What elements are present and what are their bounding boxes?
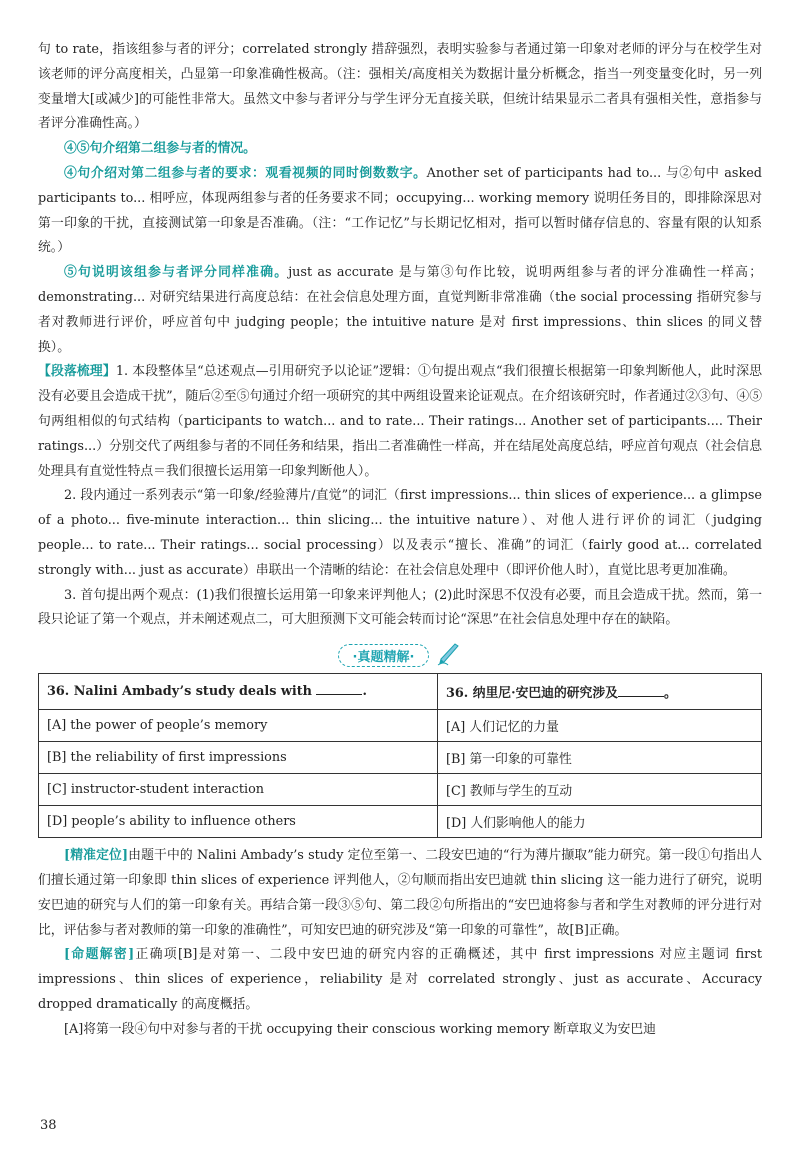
question-stem-row xyxy=(39,674,762,710)
page-number: 38 xyxy=(40,1118,57,1133)
option-row xyxy=(39,774,762,806)
summary-paragraph-1 xyxy=(38,360,762,484)
option-zh: [A] 人们记忆的力量 xyxy=(438,710,762,742)
question-stem-zh: 36. 纳里尼·安巴迪的研究涉及 。 xyxy=(438,674,762,710)
option-row xyxy=(39,806,762,838)
option-zh: [D] 人们影响他人的能力 xyxy=(438,806,762,838)
section-title-label: ·真题精解· xyxy=(338,644,430,667)
option-a-analysis: [A]将第一段④句中对参与者的干扰 occupying their conscious working memory 断章取义为安巴迪 xyxy=(64,1021,656,1037)
option-en: [C] instructor-student interaction xyxy=(39,774,438,806)
question-stem-en: 36. Nalini Ambady’s study deals with . xyxy=(39,674,438,710)
locate-body: 由题干中的 Nalini Ambady’s study 定位至第一、二段安巴迪的“行为薄片撷取”能力研究。第一段①句指出人们擅长通过第一印象即 thin slices of experience 评判他人，②句顺而指出安巴迪就 thin slicing 这一能力进行了研究，说明安巴迪的研究与人们的第一印象有关。再结合第一段③⑤句、第二段②句所指出的“安巴迪将参与者和学生对教师的评分进行对比，评估参与者对教师的第一印象的准确性”，可知安巴迪的研究涉及“第一印象的可靠性”，故[B]正确。 xyxy=(38,848,762,938)
summary-paragraph-2: 2. 段内通过一系列表示“第一印象/经验薄片/直觉”的词汇（first impressions... thin slices of experience... a glimpse of a photo... five-minute interaction... thin slicing... the intuitive nature）、对他人进行评价的词汇（judging people... to rate... Their ratings... social processing）以及表示“擅长、准确”的词汇（fairly good at... correlated strongly with... just as accurate）串联出一个清晰的结论：在社会信息处理中（即评价他人时），直觉比思考更加准确。 xyxy=(38,488,762,578)
sentence-5-body: just as accurate 是与第③句作比较，说明两组参与者的评分准确性一样高；demonstrating... 对研究结果进行高度总结：在社会信息处理方面，直觉判断非常准确（the social processing 指研究参与者对教师进行评价，呼应首句中 judging people；the intuitive nature 是对 first impressions、thin slices 的同义替换）。 xyxy=(38,265,762,355)
question-table xyxy=(38,673,762,838)
decode-tag: [命题解密] xyxy=(64,947,135,963)
option-row xyxy=(39,710,762,742)
summary-tag: 【段落梳理】 xyxy=(38,364,116,380)
locate-tag: [精准定位] xyxy=(64,848,129,864)
summary-paragraph-3: 3. 首句提出两个观点：(1)我们很擅长运用第一印象来评判他人；(2)此时深思不仅没有必要，而且会造成干扰。然而，第一段只论证了第一个观点，并未阐述观点二，可大胆预测下文可能会转而讨论“深思”在社会信息处理中存在的缺陷。 xyxy=(38,587,762,628)
option-en: [A] the power of people’s memory xyxy=(39,710,438,742)
sentence-5-paragraph xyxy=(38,261,762,360)
option-zh: [B] 第一印象的可靠性 xyxy=(438,742,762,774)
sentence-4-body: Another set of participants had to... 与②句中 asked participants to... 相呼应，体现两组参与者的任务要求不同；occupying... working memory 说明任务目的，即排除深思对第一印象的干扰，直接测试第一印象是否准确。（注：“工作记忆”与长期记忆相对，指可以暂时储存信息的、容量有限的认知系统。） xyxy=(38,165,763,256)
decode-paragraph xyxy=(38,943,762,1017)
section-title xyxy=(38,641,762,667)
sentence-45-heading: ④⑤句介绍第二组参与者的情况。 xyxy=(64,141,256,157)
analysis-paragraph: 句 to rate，指该组参与者的评分；correlated strongly 措辞强烈，表明实验参与者通过第一印象对老师的评分与在校学生对该老师的评分高度相关，凸显第一印象准确性极高。（注：强相关/高度相关为数据计量分析概念，指当一列变量变化时，另一列变量增大[或减少]的可能性非常大。虽然文中参与者评分与学生评分无直接关联，但统计结果显示二者具有强相关性，意指参与者评分准确性高。） xyxy=(38,42,762,132)
summary-1-body: 1. 本段整体呈“总述观点—引用研究予以论证”逻辑：①句提出观点“我们很擅长根据第一印象判断他人，此时深思没有必要且会造成干扰”，随后②至⑤句通过介绍一项研究的其中两组设置来论证观点。在介绍该研究时，作者通过②③句、④⑤句两组相似的句式结构（participants to watch... and to rate... Their ratings... Another set of participants.... Their ratings...）分别交代了两组参与者的不同任务和结果，指出二者准确性一样高，并在结尾处高度总结，呼应首句观点（社会信息处理具有直觉性特点＝我们很擅长运用第一印象判断他人）。 xyxy=(38,364,763,479)
locate-paragraph xyxy=(38,844,762,943)
option-row xyxy=(39,742,762,774)
sentence-4-paragraph xyxy=(38,162,762,261)
option-en: [D] people’s ability to influence others xyxy=(39,806,438,838)
sentence-5-heading: ⑤句说明该组参与者评分同样准确。 xyxy=(64,265,289,281)
option-en: [B] the reliability of first impressions xyxy=(39,742,438,774)
option-zh: [C] 教师与学生的互动 xyxy=(438,774,762,806)
sentence-4-heading: ④句介绍对第二组参与者的要求：观看视频的同时倒数数字。 xyxy=(64,165,427,181)
decode-body: 正确项[B]是对第一、二段中安巴迪的研究内容的正确概述，其中 first impressions 对应主题词 first impressions、thin slices of experience，reliability 是对 correlated strongly、just as accurate、Accuracy dropped dramatically 的高度概括。 xyxy=(38,947,762,1012)
pen-icon xyxy=(436,641,462,671)
